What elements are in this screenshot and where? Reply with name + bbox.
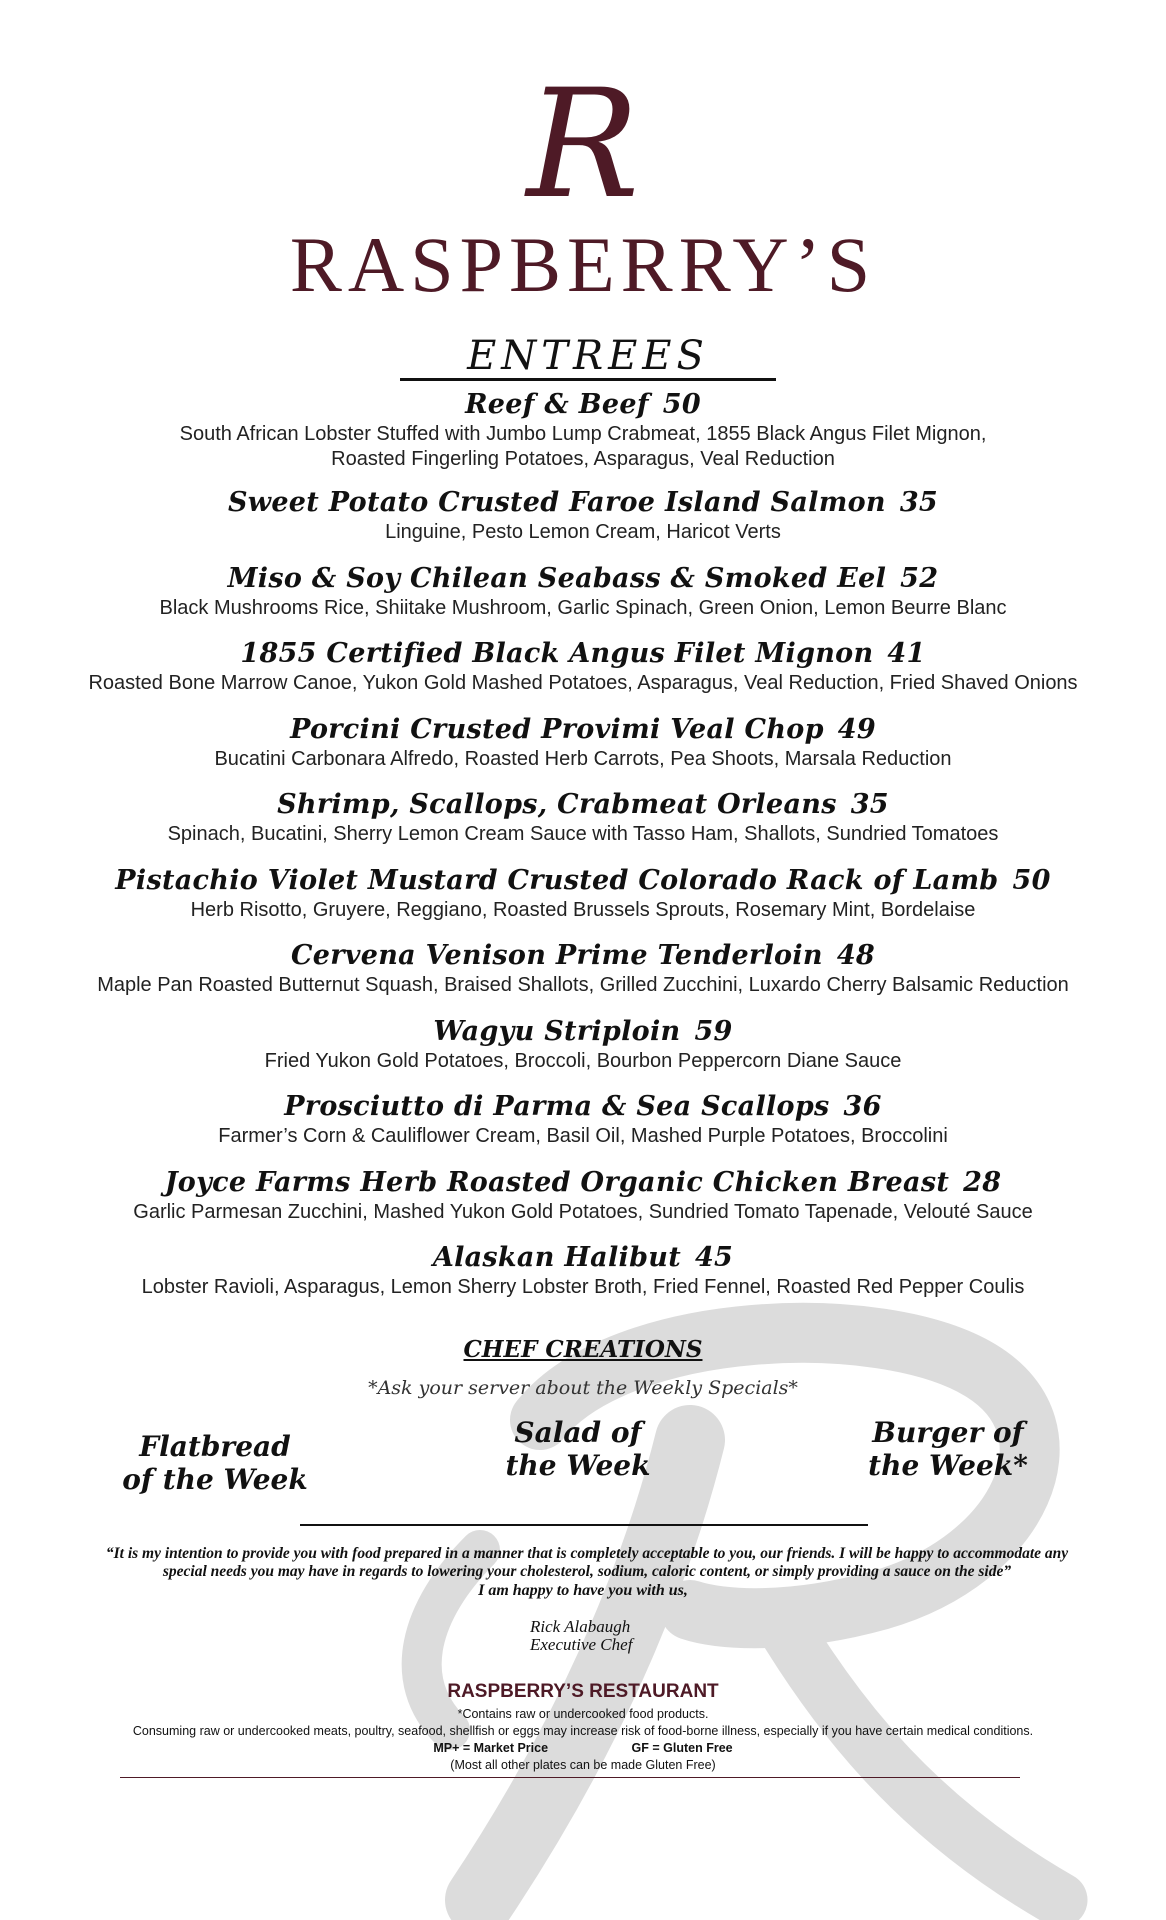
entree-title [0,1241,1166,1275]
entree-description: Black Mushrooms Rice, Shiitake Mushroom, Garlic Spinach, Green Onion, Lemon Beurre Blanc [159,596,1007,619]
entree-title [0,486,1166,520]
entree-item [0,939,1166,1015]
entree-price: 35 [899,487,938,518]
entree-title [0,1015,1166,1049]
entree-description: Roasted Bone Marrow Canoe, Yukon Gold Mashed Potatoes, Asparagus, Veal Reduction, Fried Shaved Onions [88,672,1078,694]
weekly-special-line: Burger of [872,1416,1024,1449]
weekly-special-line: of the Week [122,1463,308,1496]
entree-title [0,713,1166,747]
weekly-special-line: Flatbread [139,1430,291,1463]
entree-item [0,637,1166,713]
legend-market-price: MP+ = Market Price [433,1741,549,1755]
entree-price: 52 [900,562,939,594]
entree-name: Porcini Crusted Provimi Veal Chop [290,713,824,745]
entree-name: 1855 Certified Black Angus Filet Mignon [240,638,874,669]
entree-name: Reef & Beef [465,389,649,420]
footer-restaurant-name: RASPBERRY’S RESTAURANT [447,1681,719,1702]
entree-title [0,1090,1166,1124]
section-title-entrees: ENTREES [400,336,776,381]
chef-quote [80,1545,1094,1581]
footer-warning: Consuming raw or undercooked meats, poultry, seafood, shellfish or eggs may increase risk of food-borne illness, especially if you have certain medical conditions. [132,1724,1034,1738]
weekly-special-line: Salad of [514,1416,642,1449]
entree-price: 41 [887,638,926,669]
entree-title [0,562,1166,596]
entree-description: Maple Pan Roasted Butternut Squash, Braised Shallots, Grilled Zucchini, Luxardo Cherry Balsamic Reduction [97,974,1069,996]
entree-title [0,864,1166,898]
entree-item [0,562,1166,638]
entree-name: Cervena Venison Prime Tenderloin [290,940,823,971]
entree-price: 45 [694,1242,734,1273]
chef-role: Executive Chef [530,1635,633,1654]
entree-description: Herb Risotto, Gruyere, Reggiano, Roasted Brussels Sprouts, Rosemary Mint, Bordelaise [190,898,976,921]
footer-raw-note: *Contains raw or undercooked food products. [457,1707,709,1721]
chef-creations-subtitle: *Ask your server about the Weekly Specials* [368,1377,798,1399]
entree-item [0,713,1166,789]
entree-name: Alaskan Halibut [432,1242,681,1273]
entree-price: 35 [850,789,889,820]
entree-price: 36 [843,1091,882,1122]
chef-signoff: I am happy to have you with us, [478,1582,688,1599]
entree-title [0,637,1166,671]
entree-price: 50 [1012,864,1051,896]
entree-item [0,388,1166,486]
weekly-special-flatbread [105,1430,325,1496]
entree-description: Farmer’s Corn & Cauliflower Cream, Basil Oil, Mashed Purple Potatoes, Broccolini [218,1125,948,1147]
entree-item [0,1015,1166,1091]
entree-title [0,788,1166,822]
entree-name: Sweet Potato Crusted Faroe Island Salmon [227,487,886,518]
entree-price: 59 [694,1015,733,1047]
entree-description: Linguine, Pesto Lemon Cream, Haricot Verts [385,521,781,543]
weekly-special-line: the Week* [868,1449,1028,1482]
entree-item [0,1241,1166,1317]
entree-name: Prosciutto di Parma & Sea Scallops [284,1091,830,1122]
entree-description: Roasted Fingerling Potatoes, Asparagus, Veal Reduction [331,448,835,470]
entree-description: Spinach, Bucatini, Sherry Lemon Cream Sauce with Tasso Ham, Shallots, Sundried Tomatoes [167,823,999,845]
entree-item [0,1166,1166,1242]
entree-description: Garlic Parmesan Zucchini, Mashed Yukon Gold Potatoes, Sundried Tomato Tapenade, Velouté Sauce [133,1200,1033,1223]
entree-title [0,939,1166,973]
chef-quote-line: “It is my intention to provide you with food prepared in a manner that is completely acceptable to you, our friends. I will be happy to accommodate any [105,1545,1069,1562]
footer-gluten-note: (Most all other plates can be made Gluten Free) [450,1758,716,1772]
entree-price: 48 [836,940,875,971]
entree-list [0,388,1166,1317]
entree-item [0,486,1166,562]
divider [300,1524,868,1526]
entree-name: Joyce Farms Herb Roasted Organic Chicken Breast [164,1166,950,1198]
chef-creations-title: CHEF CREATIONS [463,1336,703,1363]
brand-logo-letter: R [526,58,640,232]
entree-description: Bucatini Carbonara Alfredo, Roasted Herb Carrots, Pea Shoots, Marsala Reduction [214,747,952,770]
brand-name: RASPBERRY’S [289,221,877,308]
entree-price: 49 [837,713,876,745]
entree-item [0,788,1166,864]
entree-title [0,388,1166,422]
footer-legend [40,1740,1126,1756]
weekly-special-salad [468,1416,688,1482]
entree-item [0,864,1166,940]
entree-description: Fried Yukon Gold Potatoes, Broccoli, Bourbon Peppercorn Diane Sauce [264,1049,902,1072]
entree-item [0,1090,1166,1166]
entree-price: 28 [963,1166,1002,1198]
entree-title [0,1166,1166,1200]
entree-name: Wagyu Striploin [433,1015,681,1047]
entree-description: Lobster Ravioli, Asparagus, Lemon Sherry Lobster Broth, Fried Fennel, Roasted Red Pepper Coulis [141,1276,1025,1298]
entree-name: Miso & Soy Chilean Seabass & Smoked Eel [227,562,887,594]
entree-price: 50 [662,389,701,420]
entree-description: South African Lobster Stuffed with Jumbo Lump Crabmeat, 1855 Black Angus Filet Mignon, [179,423,987,445]
weekly-special-line: the Week [505,1449,651,1482]
weekly-special-burger [838,1416,1058,1482]
entree-name: Pistachio Violet Mustard Crusted Colorado Rack of Lamb [115,864,999,896]
legend-gluten-free: GF = Gluten Free [631,1741,733,1755]
chef-name: Rick Alabaugh [530,1617,631,1636]
footer-divider [120,1777,1020,1778]
chef-quote-line: special needs you may have in regards to lowering your cholesterol, sodium, caloric content, or simply providing a sauce on the side” [162,1563,1012,1580]
entree-name: Shrimp, Scallops, Crabmeat Orleans [277,789,837,820]
